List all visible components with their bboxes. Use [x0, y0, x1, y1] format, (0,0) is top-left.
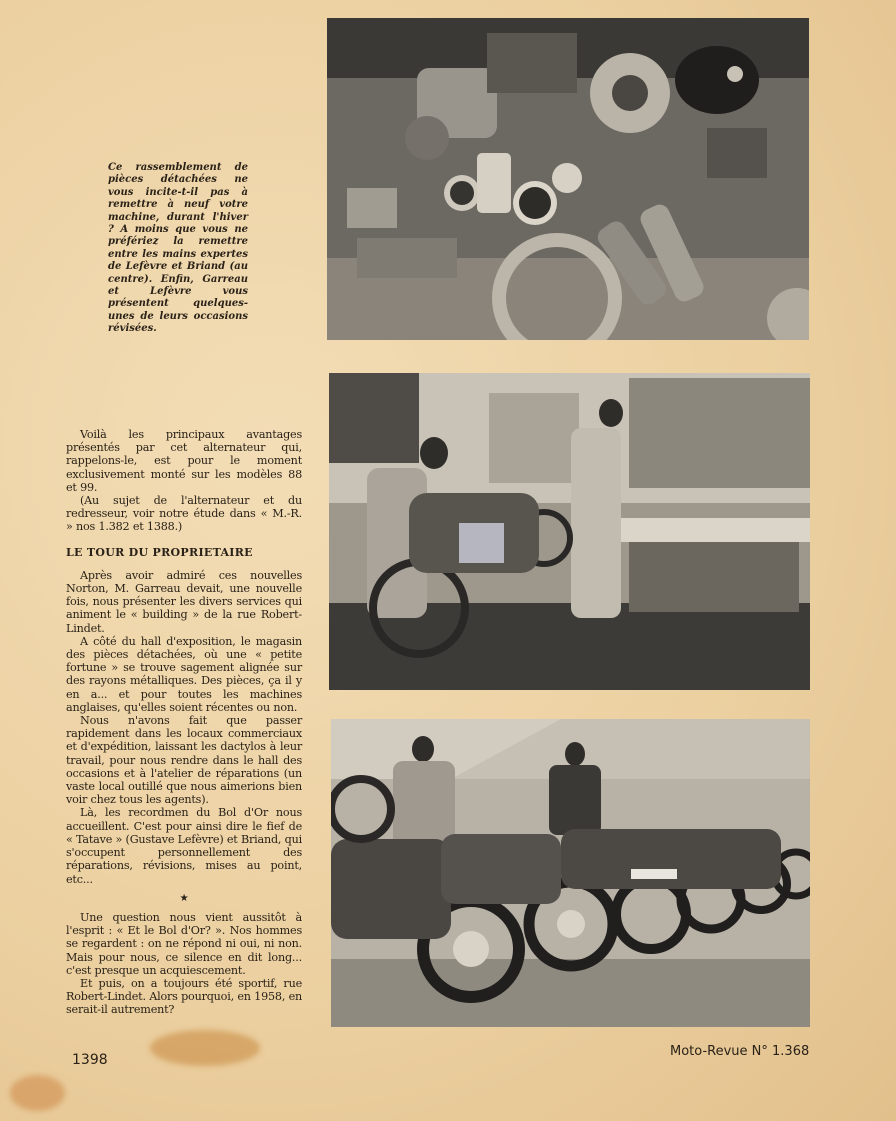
- paragraph: Et puis, on a toujours été sportif, rue Robert-Lindet. Alors pourquoi, en 1958, en serait-il autrement?: [66, 976, 302, 1017]
- section-heading: LE TOUR DU PROPRIETAIRE: [66, 545, 253, 559]
- paragraph: Après avoir admiré ces nouvelles Norton, M. Garreau devait, une nouvelle fois, nous présenter les divers services qui animent le « building » de la rue Robert-Lindet.: [66, 568, 302, 635]
- paragraph: Nous n'avons fait que passer rapidement dans les locaux commerciaux et d'expédition, laissant les dactylos à leur travail, pour nous rendre dans le hall des occasions et à l'atelier de réparations (un vaste local outillé que nous aimerions bien voir chez tous les agents).: [66, 714, 302, 807]
- photo-workshop: [329, 373, 810, 690]
- paragraph: Voilà les principaux avantages présentés par cet alternateur qui, rappelons-le, est pour le moment exclusivement monté sur les modèles 88 et 99.: [66, 428, 302, 494]
- page-number: 1398: [72, 1052, 108, 1068]
- photo-spare-parts: [327, 18, 809, 340]
- paragraph: Là, les recordmen du Bol d'Or nous accueillent. C'est pour ainsi dire le fief de « Tatave » (Gustave Lefèvre) et Briand, qui s'occupent personnellement des réparations, révisions, mises au point, etc...: [66, 806, 302, 886]
- paragraph: (Au sujet de l'alternateur et du redresseur, voir notre étude dans « M.-R. » nos 1.382 et 1388.): [66, 494, 302, 534]
- paragraph: A côté du hall d'exposition, le magasin des pièces détachées, où une « petite fortune » se trouve sagement alignée sur des rayons métalliques. Des pièces, ça il y en a... et pour toutes les machines anglaises, qu'elles soient récentes ou non.: [66, 634, 302, 714]
- paragraph: Une question nous vient aussitôt à l'esprit : « Et le Bol d'Or? ». Nos hommes se regardent : on ne répond ni oui, ni non. Mais pour nous, ce silence en dit long... c'est presque un acquiescement.: [66, 910, 302, 977]
- paper-stain: [10, 1075, 65, 1111]
- photo-caption: Ce rassemblement de pièces détachées ne vous incite-t-il pas à remettre à neuf votre machine, durant l'hiver ? A moins que vous ne préfériez la remettre entre les mains expertes de Lefèvre et Briand (au centre). Enfin, Garreau et Lefèvre vous présentent quelques-unes de leurs occasions révisées.: [108, 162, 248, 335]
- paper-stain: [150, 1030, 260, 1066]
- footer-issue: Moto-Revue N° 1.368: [670, 1044, 810, 1059]
- article-column: [66, 428, 302, 1017]
- star-separator-icon: ★: [179, 892, 189, 904]
- photo-used-motorcycles: [331, 719, 810, 1027]
